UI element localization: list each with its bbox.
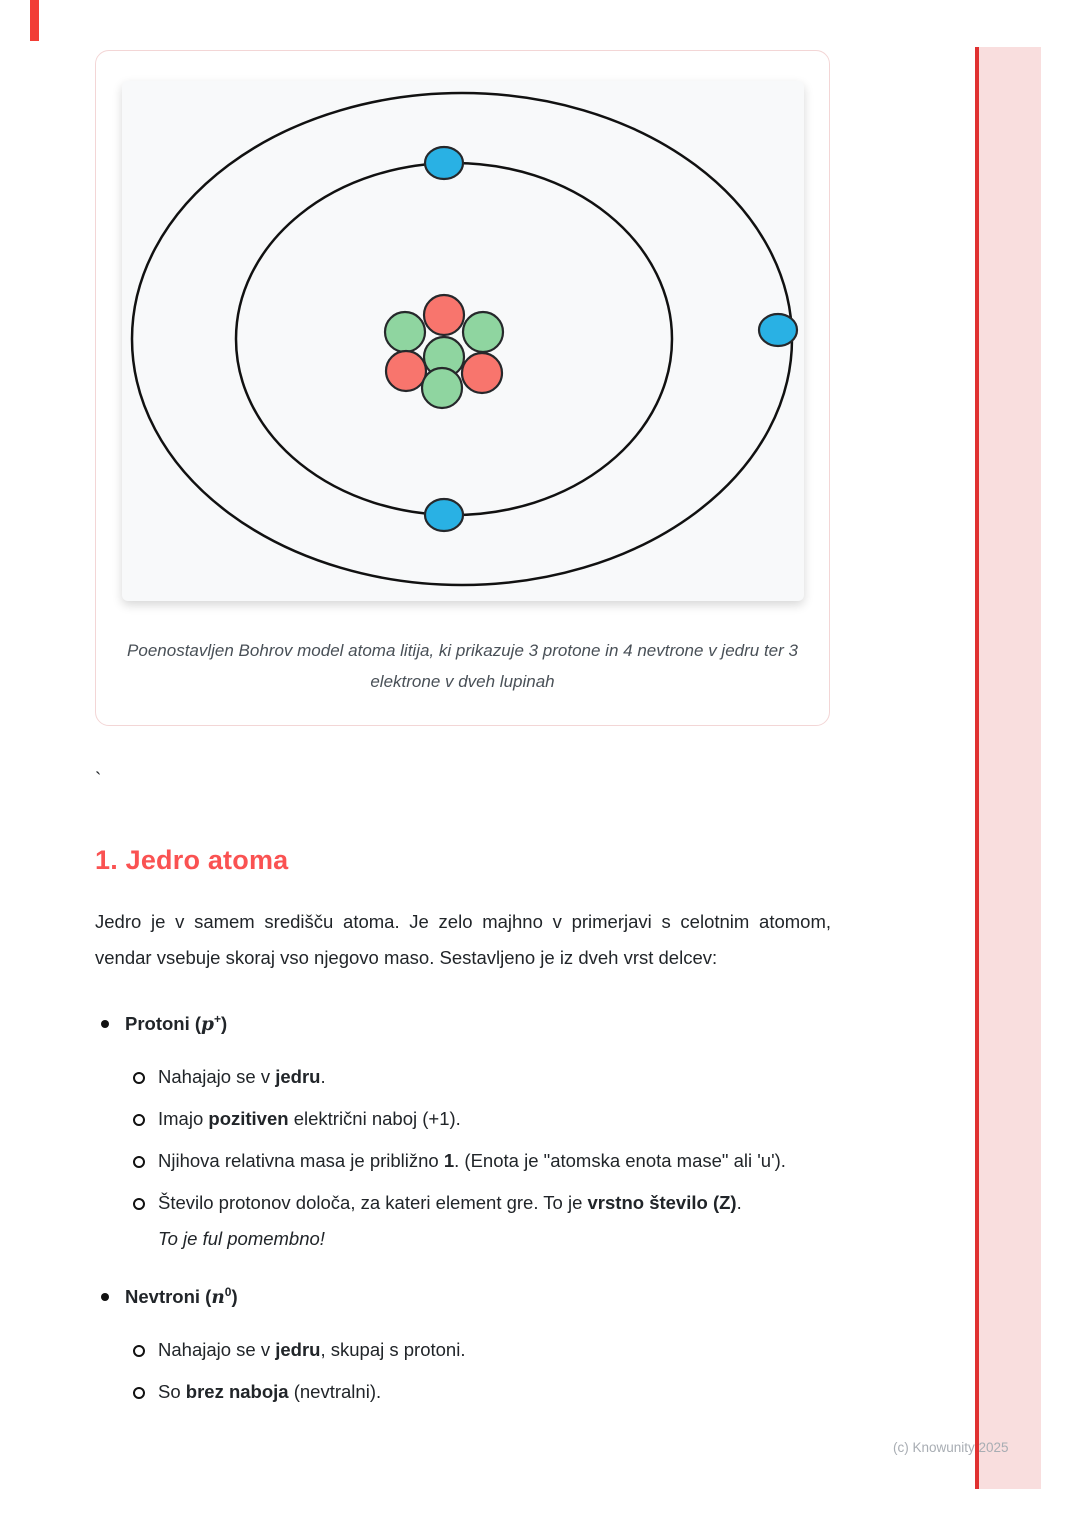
neutrons-sublist <box>125 1332 831 1410</box>
notes-content <box>95 845 831 1432</box>
electron-circle <box>425 499 463 531</box>
protons-title <box>125 1006 831 1043</box>
intro-paragraph: Jedro je v samem središču atoma. Je zelo majhno v primerjavi s celotnim atomom, vendar vsebuje skoraj vso njegovo maso. Sestavljeno je iz dveh vrst delcev: <box>95 911 831 968</box>
proton-circle <box>424 295 464 335</box>
emphasis-note: To je ful pomembno! <box>158 1228 325 1249</box>
proton-symbol: p <box>201 1014 214 1035</box>
right-margin-highlight-band <box>975 47 1041 1489</box>
neutron-circle <box>463 312 503 352</box>
neutrons-title-text: Nevtroni $(n^0)$ <box>125 1284 238 1308</box>
proton-circle <box>386 351 426 391</box>
electron-circle <box>759 314 797 346</box>
figure-card <box>95 50 830 726</box>
page-corner-highlight <box>30 0 39 41</box>
list-item: Nahajajo se v jedru. <box>125 1059 831 1095</box>
list-item: Število protonov določa, za kateri element gre. To je vrstno število (Z). To je ful pomembno! <box>125 1185 831 1257</box>
bohr-model-diagram <box>122 81 804 601</box>
section-heading: 1. Jedro atoma <box>95 845 289 875</box>
list-item: Imajo pozitiven električni naboj (+1). <box>125 1101 831 1137</box>
neutron-circle <box>422 368 462 408</box>
particles-list <box>95 1006 831 1410</box>
list-item: Nahajajo se v jedru, skupaj s protoni. <box>125 1332 831 1368</box>
neutron-charge-sup: 0 <box>224 1284 232 1299</box>
list-item-protons <box>95 1006 831 1257</box>
list-item: So brez naboja (nevtralni). <box>125 1374 831 1410</box>
stray-backtick: ` <box>95 770 102 791</box>
proton-circle <box>462 353 502 393</box>
neutrons-title <box>125 1279 831 1316</box>
proton-charge-sup: + <box>213 1011 221 1026</box>
electron-circle <box>425 147 463 179</box>
list-item: Njihova relativna masa je približno 1. (Enota je "atomska enota mase" ali 'u'). <box>125 1143 831 1179</box>
list-item-neutrons <box>95 1279 831 1410</box>
neutron-symbol: n <box>211 1287 225 1308</box>
protons-sublist <box>125 1059 831 1257</box>
neutron-circle <box>385 312 425 352</box>
copyright-notice: (c) Knowunity 2025 <box>893 1440 1009 1455</box>
bohr-model-svg <box>122 81 804 601</box>
protons-title-text: Protoni (p+) <box>125 1011 228 1035</box>
figure-caption: Poenostavljen Bohrov model atoma litija, ki prikazuje 3 protone in 4 nevtrone v jedru ter 3 elektrone v dveh lupinah <box>127 641 798 692</box>
